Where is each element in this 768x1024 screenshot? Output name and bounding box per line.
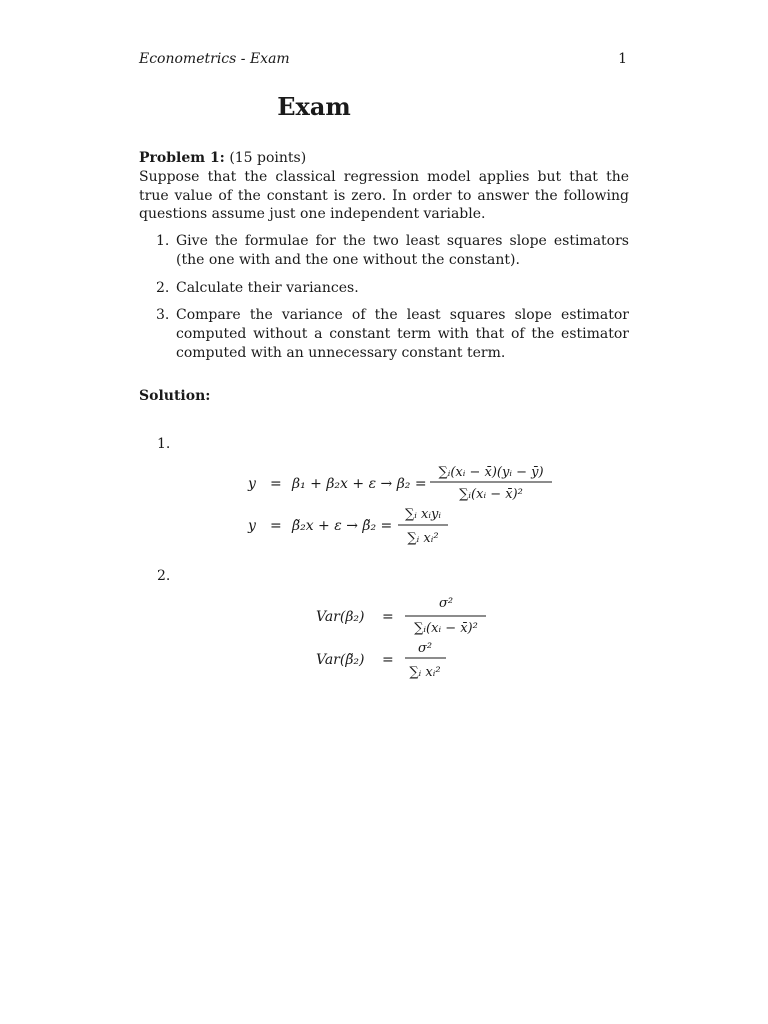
eq4-denominator: ∑ᵢ xᵢ² (409, 665, 441, 680)
eq3-denominator: ∑ᵢ(xᵢ − x̄)² (414, 621, 478, 636)
eq2-denominator: ∑ᵢ xᵢ² (407, 531, 439, 546)
solution-label: Solution: (139, 388, 211, 404)
eq4-rel: = (382, 652, 394, 668)
eq3-numerator: σ² (438, 596, 454, 611)
eq1-lhs: y (248, 476, 256, 492)
problem-label: Problem 1: (139, 150, 225, 166)
eq3-rel: = (382, 609, 394, 625)
solution-item-number: 2. (157, 568, 171, 584)
question-text: Give the formulae for the two least squares slope estimators (the one with and the one without the constant). (176, 233, 629, 268)
eq2-numerator: ∑ᵢ xᵢyᵢ (405, 507, 441, 522)
eq2-rhs: β̃₂x + ε → β̃₂ = (292, 518, 393, 534)
question-number: 2. (156, 279, 170, 296)
document-title-text: Exam (277, 92, 351, 121)
question-number: 1. (156, 233, 170, 249)
problem-points: (15 points) (229, 150, 307, 166)
question-text: Calculate their variances. (176, 279, 359, 296)
eq4-numerator: σ² (417, 641, 433, 656)
question-number: 3. (156, 307, 170, 324)
eq2-rel: = (270, 518, 282, 534)
eq4-lhs: Var(β̃₂) (316, 652, 365, 668)
eq1-rhs: β₁ + β₂x + ε → β₂ = (292, 476, 427, 492)
page-number: 1 (618, 51, 627, 67)
solution-item-number: 1. (157, 436, 171, 452)
eq1-numerator: ∑ᵢ(xᵢ − x̄)(yᵢ − ȳ) (438, 465, 544, 480)
eq1-denominator: ∑ᵢ(xᵢ − x̄)² (459, 487, 523, 502)
eq1-rel: = (270, 476, 282, 492)
problem-statement: Suppose that the classical regression model applies but that the true value of the constant is zero. In order to answer the following questions assume just one independent variable. (139, 168, 629, 223)
course-title: Econometrics - Exam (139, 51, 290, 67)
question-text: Compare the variance of the least squares slope estimator computed without a constant term with that of the estimator computed with an unnecessary constant term. (176, 307, 629, 361)
eq2-lhs: y (248, 518, 256, 534)
eq3-lhs: Var(β₂) (316, 609, 365, 625)
